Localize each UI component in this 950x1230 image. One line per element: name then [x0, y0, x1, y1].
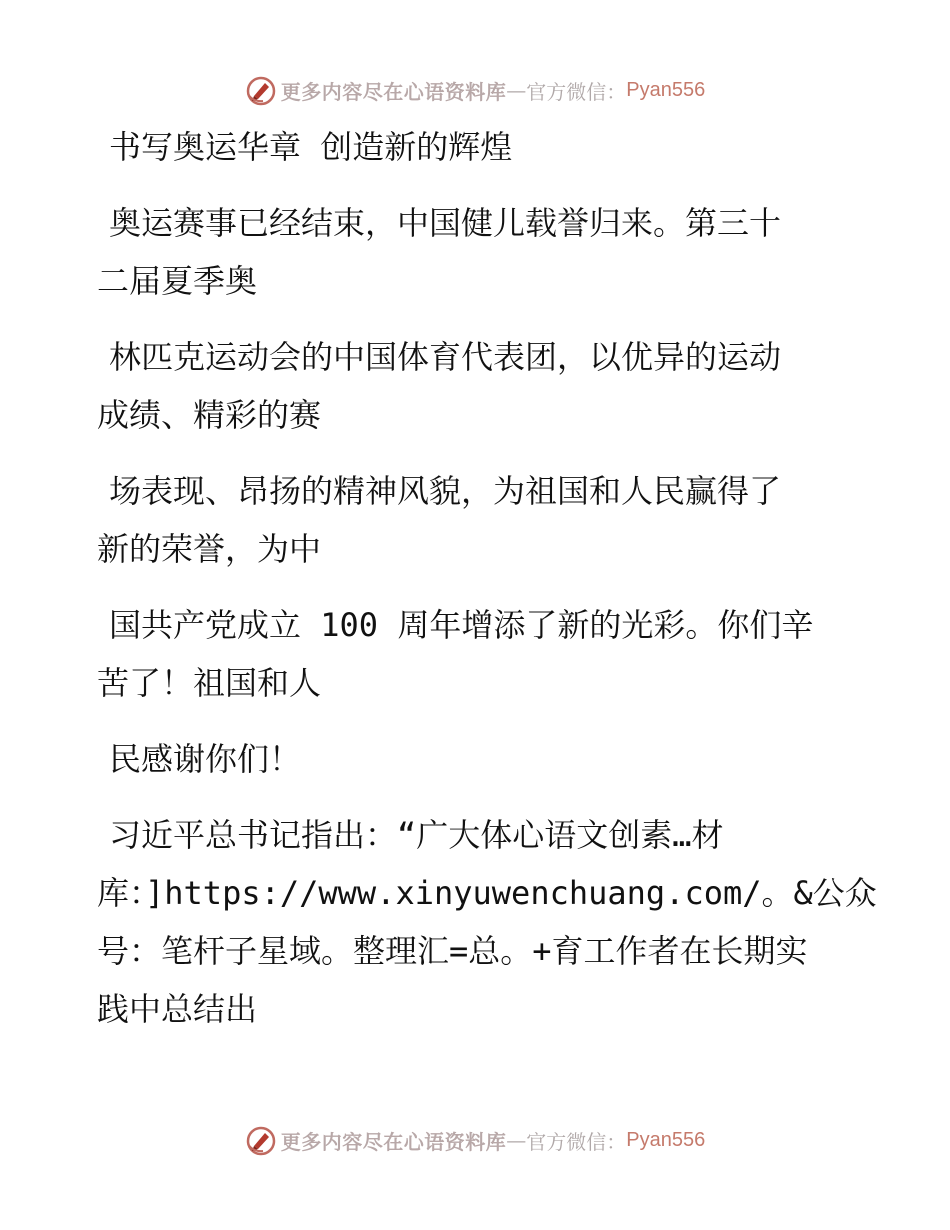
pen-logo-icon	[245, 1124, 277, 1156]
banner-wechat-label: 官方微信：	[526, 1129, 627, 1154]
pen-logo-icon	[245, 74, 277, 106]
text-line: 民感谢你们！	[109, 740, 302, 778]
text-line: 场表现、昂扬的精神风貌，为祖国和人民赢得了	[109, 472, 782, 510]
text-line: 习近平总书记指出：“广大体心语文创素…材	[109, 816, 724, 854]
text-line: 国共产党成立 100 周年增添了新的光彩。你们辛	[109, 606, 814, 644]
document-body	[97, 118, 877, 1038]
text-line: 成绩、精彩的赛	[97, 396, 322, 434]
footer-banner	[0, 1120, 950, 1160]
banner-wechat-id: Pyan556	[626, 78, 706, 101]
text-line: 林匹克运动会的中国体育代表团，以优异的运动	[109, 338, 782, 376]
text-line: 库：]https://www.xinyuwenchuang.com/。&公众	[97, 874, 877, 912]
banner-separator: —	[506, 1128, 527, 1152]
text-line: 二届夏季奥	[97, 262, 258, 300]
banner-text: 更多内容尽在心语资料库	[280, 1129, 507, 1154]
document-title: 书写奥运华章 创造新的辉煌	[109, 128, 513, 166]
banner-wechat-label: 官方微信：	[526, 79, 627, 104]
text-line: 奥运赛事已经结束，中国健儿载誉归来。第三十	[109, 204, 782, 242]
header-banner	[0, 70, 950, 110]
text-line: 苦了！祖国和人	[97, 664, 322, 702]
banner-separator: —	[506, 78, 527, 102]
banner-text: 更多内容尽在心语资料库	[280, 79, 507, 104]
banner-wechat-id: Pyan556	[626, 1128, 706, 1151]
text-line: 新的荣誉，为中	[97, 530, 322, 568]
text-line: 号：笔杆子星域。整理汇=总。+育工作者在长期实	[97, 932, 808, 970]
text-line: 践中总结出	[97, 990, 258, 1028]
